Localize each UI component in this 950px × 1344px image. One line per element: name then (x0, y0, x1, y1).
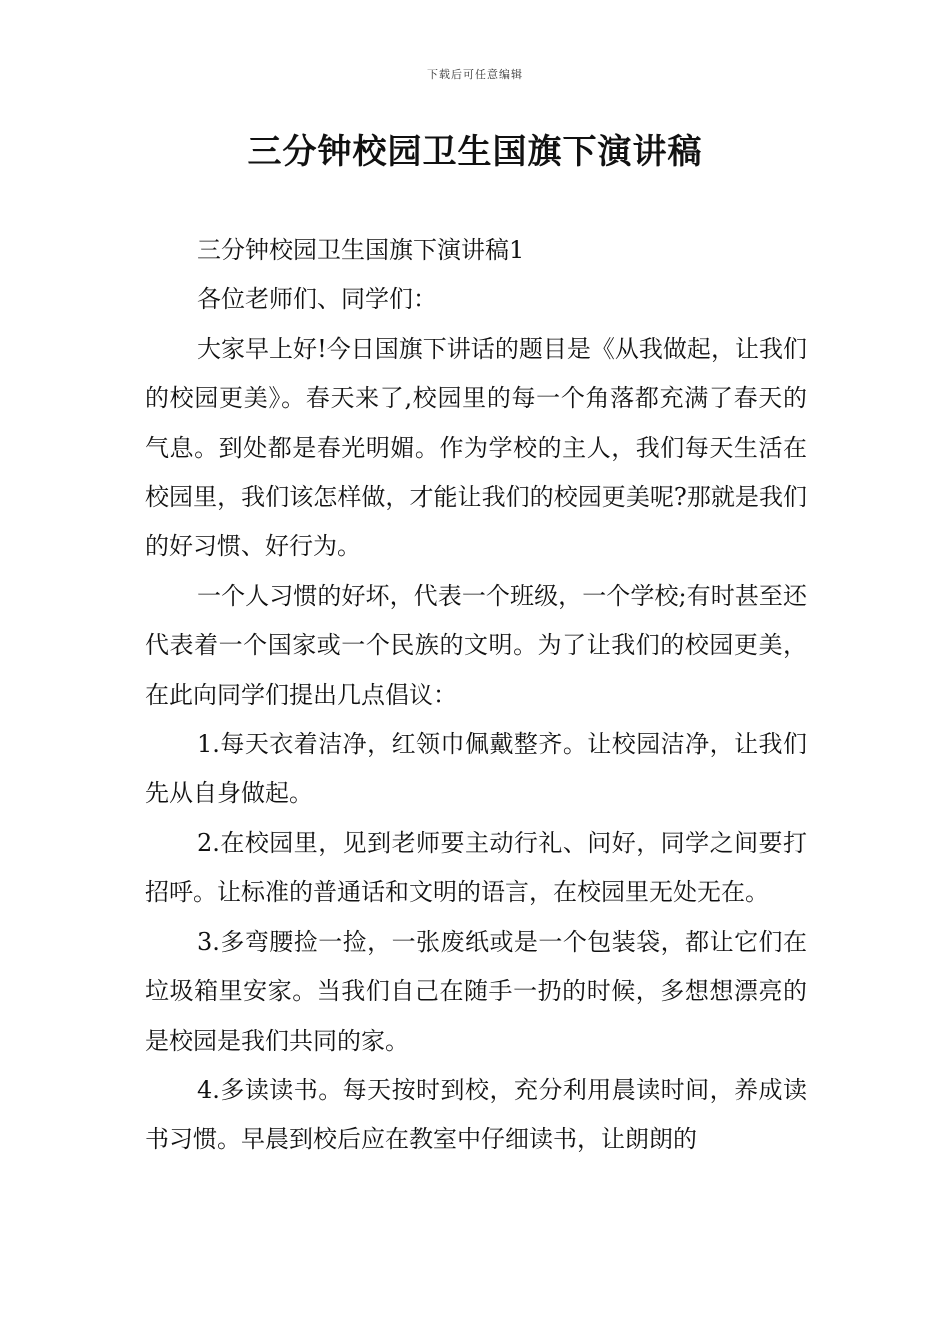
paragraph-habits: 一个人习惯的好坏，代表一个班级，一个学校;有时甚至还代表着一个国家或一个民族的文明。为了让我们的校园更美，在此向同学们提出几点倡议： (145, 581, 807, 709)
paragraph-intro: 大家早上好!今日国旗下讲话的题目是《从我做起，让我们的校园更美》。春天来了,校园里的每一个角落都充满了春天的气息。到处都是春光明媚。作为学校的主人，我们每天生活在校园里，我们该怎样做，才能让我们的校园更美呢?那就是我们的好习惯、好行为。 (145, 334, 807, 561)
proposal-item-4: 4.多读读书。每天按时到校，充分利用晨读时间，养成读书习惯。早晨到校后应在教室中仔细读书，让朗朗的 (145, 1075, 807, 1154)
proposal-item-3: 3.多弯腰捡一捡，一张废纸或是一个包装袋，都让它们在垃圾箱里安家。当我们自己在随手一扔的时候，多想想漂亮的是校园是我们共同的家。 (145, 927, 807, 1055)
document-body (145, 226, 807, 1165)
download-note: 下载后可任意编辑 (427, 68, 523, 81)
proposal-item-1: 1.每天衣着洁净，红领巾佩戴整齐。让校园洁净，让我们先从自身做起。 (145, 730, 807, 808)
document-title: 三分钟校园卫生国旗下演讲稿 (247, 132, 703, 172)
greeting: 各位老师们、同学们： (197, 285, 437, 314)
proposal-item-2: 2.在校园里，见到老师要主动行礼、问好，同学之间要打招呼。让标准的普通话和文明的语言，在校园里无处无在。 (145, 828, 807, 907)
speech-heading: 三分钟校园卫生国旗下演讲稿1 (197, 236, 525, 264)
